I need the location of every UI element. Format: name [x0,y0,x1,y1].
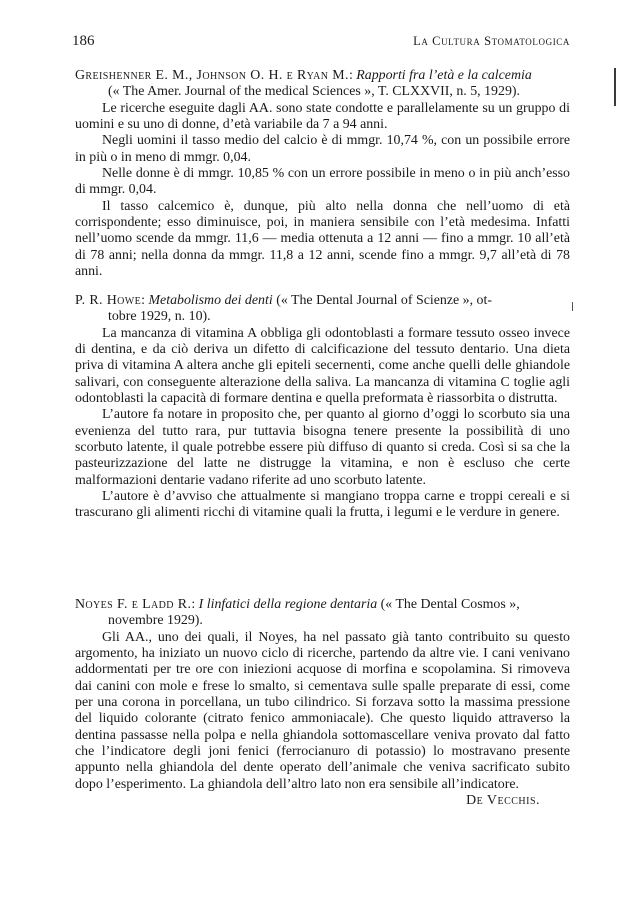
journal-title: La Cultura Stomatologica [413,34,570,48]
article-linfatici [75,597,570,809]
paragraph: L’autore fa notare in proposito che, per quanto al giorno d’oggi lo scorbuto sia una evenienza del tutto rara, pur tuttavia bisogna tenere presente la possibilità di uno scorbuto latente, il quale potrebbe essere più diffuso di quanto si creda. Così si sa che la pasteurizzazione del latte ne distrugge la vitamina, e non è escluso che certe malformazioni dentarie vadano riferite ad uno scorbuto latente. [75,407,570,488]
article-title: Metabolismo dei denti [148,293,273,308]
article-source: (« The Dental Cosmos », [380,597,520,612]
article-authors: Noyes F. e Ladd R. [75,597,192,612]
article-title: I linfatici della regione dentaria [198,597,378,612]
paragraph: Le ricerche eseguite dagli AA. sono state condotte e parallelamente su un gruppo di uomini e su uno di donne, d’età variabile da 7 a 94 anni. [75,100,570,133]
paragraph: Negli uomini il tasso medio del calcio è di mmgr. 10,74 %, con un possibile errore in più o in meno di mmgr. 0,04. [75,133,570,165]
paragraph: La mancanza di vitamina A obbliga gli odontoblasti a formare tessuto osseo invece di dentina, e da ciò deriva un difetto di calcificazione del tessuto dentario. Una dieta priva di vitamina A altera anche gli epiteli secernenti, come anche quelli delle ghiandole salivari, con conseguente alterazione della saliva. La mancanza di vitamina C toglie agli odontoblasti la capacità di formare dentina e quella preformata è riassorbita o distrutta. [75,325,570,407]
article-heading: Greishenner E. M., Johnson O. H. e Ryan M.: Rapporti fra l’età e la calcemia [75,68,532,83]
article-calcemia [75,68,570,280]
article-heading: P. R. Howe: Metabolismo dei denti (« The Dental Journal of Scienze », ot- [75,293,492,308]
page-number: 186 [72,33,95,49]
paragraph: Gli AA., uno dei quali, il Noyes, ha nel passato già tanto contribuito su questo argomento, ha iniziato un nuovo ciclo di ricerche, partendo da altre vie. I cani venivano addormentati per tre ore con iniezioni acquose di morfina e scopolamina. Si rimoveva dai canini con mole e frese lo smalto, si cementava sulle spalle preparate di essi, come per una corona in porcellana, un tubo cilindrico. Si forzava sotto la massima pressione del liquido colorante (citrato fenico ammoniacale). Che questo liquido attraverso la dentina passasse nella polpa e nella ghiandola sottomascellare veniva provato dal fatto che l’indicatore degli joni fenici (ferrocianuro di potassio) lo mostravano presente appunto nella ghiandola del dente operato dell’animale che veniva sacrificato subito dopo l’esperimento. La ghiandola dell’altro lato non era sensibile all’indicatore. [75,629,570,792]
article-authors: Greishenner E. M., Johnson O. H. e Ryan M. [75,68,349,83]
paragraph: L’autore è d’avviso che attualmente si mangiano troppa carne e troppi cereali e si trascurano gli alimenti ricchi di vitamine quali la frutta, i legumi e le verdure in genere. [75,489,570,521]
article-authors: P. R. Howe [75,293,142,308]
signature: De Vecchis. [466,793,540,809]
article-title: Rapporti fra l’età e la calcemia [356,68,532,83]
article-source: (« The Dental Journal of Scienze », ot- [276,293,492,308]
margin-tick-mark [572,302,573,311]
article-source: (« The Amer. Journal of the medical Sciences », T. CLXXVII, n. 5, 1929). [108,84,520,100]
margin-rule [614,68,616,106]
running-header [72,33,570,53]
article-source-continued: tobre 1929, n. 10). [108,309,211,325]
article-metabolismo [75,293,570,522]
article-source-continued: novembre 1929). [108,613,203,629]
article-heading: Noyes F. e Ladd R.: I linfatici della regione dentaria (« The Dental Cosmos », [75,597,520,612]
paragraph: Nelle donne è di mmgr. 10,85 % con un errore possibile in meno o in più anch’esso di mmgr. 0,04. [75,166,570,198]
paragraph: Il tasso calcemico è, dunque, più alto nella donna che nell’uomo di età corrispondente; esso diminuisce, poi, in maniera sensibile con l’età medesima. Infatti nell’uomo scende da mmgr. 11,6 — media ottenuta a 12 anni — fino a mmgr. 10 all’età di 78 anni; nella donna da mmgr. 11,8 a 12 anni, scende fino a mmgr. 9,7 all’età di 78 anni. [75,198,570,280]
